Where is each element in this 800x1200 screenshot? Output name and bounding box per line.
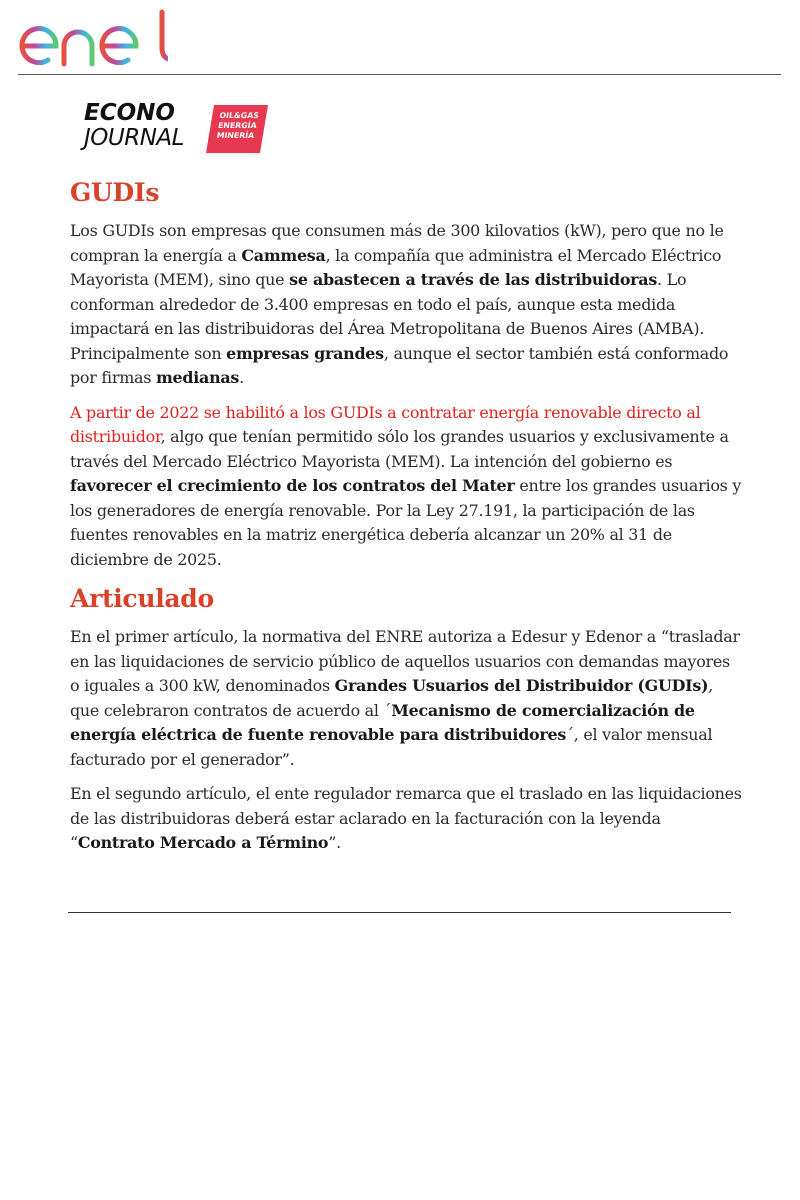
section-title-articulado: Articulado bbox=[70, 584, 214, 613]
highlighted-link[interactable]: A partir de 2022 se habilitó a los GUDIs a contratar energía renovable directo al distribuidor bbox=[70, 402, 701, 446]
logo-word-econo: ECONO bbox=[84, 100, 175, 126]
footer-divider bbox=[68, 912, 731, 913]
enel-logo bbox=[18, 8, 168, 68]
section-title-gudis: GUDIs bbox=[70, 178, 160, 207]
header-divider bbox=[18, 74, 781, 75]
paragraph-second-article: En el segundo artículo, el ente regulador remarca que el traslado en las liquidaciones de las distribuidoras deberá estar aclarado en la facturación con la leyenda “Contrato Mercado a Término”. bbox=[70, 784, 742, 852]
paragraph-renewable-2022: A partir de 2022 se habilitó a los GUDIs a contratar energía renovable directo al distribuidor, algo que tenían permitido sólo los grandes usuarios y exclusivamente a través del Mercado Eléctrico Mayorista (MEM). La intención del gobierno es favorecer el crecimiento de los contratos del Mater entre los grandes usuarios y los generadores de energía renovable. Por la Ley 27.191, la participación de las fuentes renovables en la matriz energética debería alcanzar un 20% al 31 de diciembre de 2025. bbox=[70, 402, 742, 569]
logo-word-journal: JOURNAL bbox=[84, 125, 184, 151]
article-body bbox=[70, 178, 742, 866]
enel-logo-text: enel bbox=[18, 8, 21, 9]
paragraph-gudis-definition: Los GUDIs son empresas que consumen más de 300 kilovatios (kW), pero que no le compran la energía a Cammesa, la compañía que administra el Mercado Eléctrico Mayorista (MEM), sino que se abastecen a través de las distribuidoras. Lo conforman alrededor de 3.400 empresas en todo el país, aunque esta medida impactará en las distribuidoras del Área Metropolitana de Buenos Aires (AMBA). Principalmente son empresas grandes, aunque el sector también está conformado por firmas medianas. bbox=[70, 221, 729, 387]
econojournal-logo bbox=[84, 100, 274, 156]
logo-badge-text: OIL&GAS ENERGÍA MINERÍA bbox=[216, 111, 260, 140]
paragraph-first-article: En el primer artículo, la normativa del ENRE autoriza a Edesur y Edenor a “trasladar en las liquidaciones de servicio público de aquellos usuarios con demandas mayores o iguales a 300 kW, denominados Grandes Usuarios del Distribuidor (GUDIs), que celebraron contratos de acuerdo al ´Mecanismo de comercialización de energía eléctrica de fuente renovable para distribuidores´, el valor mensual facturado por el generador”. bbox=[70, 627, 740, 769]
